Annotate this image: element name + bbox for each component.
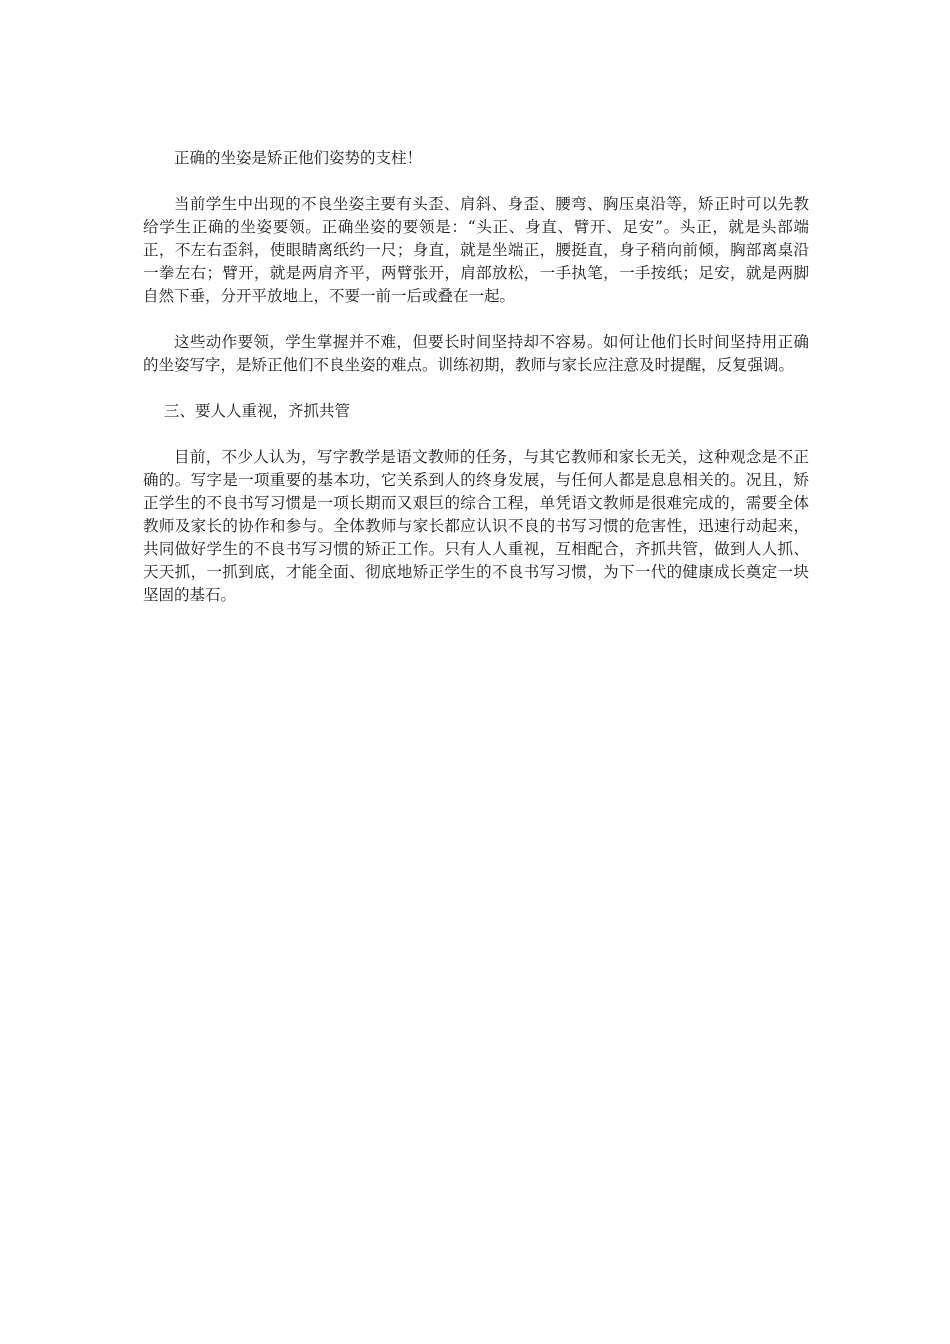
section-heading-3: 三、要人人重视，齐抓共管 (164, 402, 351, 420)
document-body (143, 147, 809, 630)
paragraph-posture-essentials: 当前学生中出现的不良坐姿主要有头歪、肩斜、身歪、腰弯、胸压桌沿等，矫正时可以先教给学生正确的坐姿要领。正确坐姿的要领是：“头正、身直、臂开、足安”。头正，就是头部端正，不左右歪斜，使眼睛离纸约一尺；身直，就是坐端正，腰挺直，身子稍向前倾，胸部离桌沿一拳左右；臂开，就是两肩齐平，两臂张开，肩部放松，一手执笔，一手按纸；足安，就是两脚自然下垂，分开平放地上，不要一前一后或叠在一起。 (143, 195, 809, 305)
paragraph-posture-difficulty: 这些动作要领，学生掌握并不难，但要长时间坚持却不容易。如何让他们长时间坚持用正确的坐姿写字，是矫正他们不良坐姿的难点。训练初期，教师与家长应注意及时提醒，反复强调。 (143, 333, 809, 374)
paragraph-everyone-responsible: 目前，不少人认为，写字教学是语文教师的任务，与其它教师和家长无关，这种观念是不正确的。写字是一项重要的基本功，它关系到人的终身发展，与任何人都是息息相关的。况且，矫正学生的不良书写习惯是一项长期而又艰巨的综合工程，单凭语文教师是很难完成的，需要全体教师及家长的协作和参与。全体教师与家长都应认识不良的书写习惯的危害性，迅速行动起来，共同做好学生的不良书写习惯的矫正工作。只有人人重视，互相配合，齐抓共管，做到人人抓、天天抓，一抓到底，才能全面、彻底地矫正学生的不良书写习惯，为下一代的健康成长奠定一块坚固的基石。 (143, 448, 809, 604)
paragraph-posture-pillar: 正确的坐姿是矫正他们姿势的支柱！ (174, 149, 423, 167)
